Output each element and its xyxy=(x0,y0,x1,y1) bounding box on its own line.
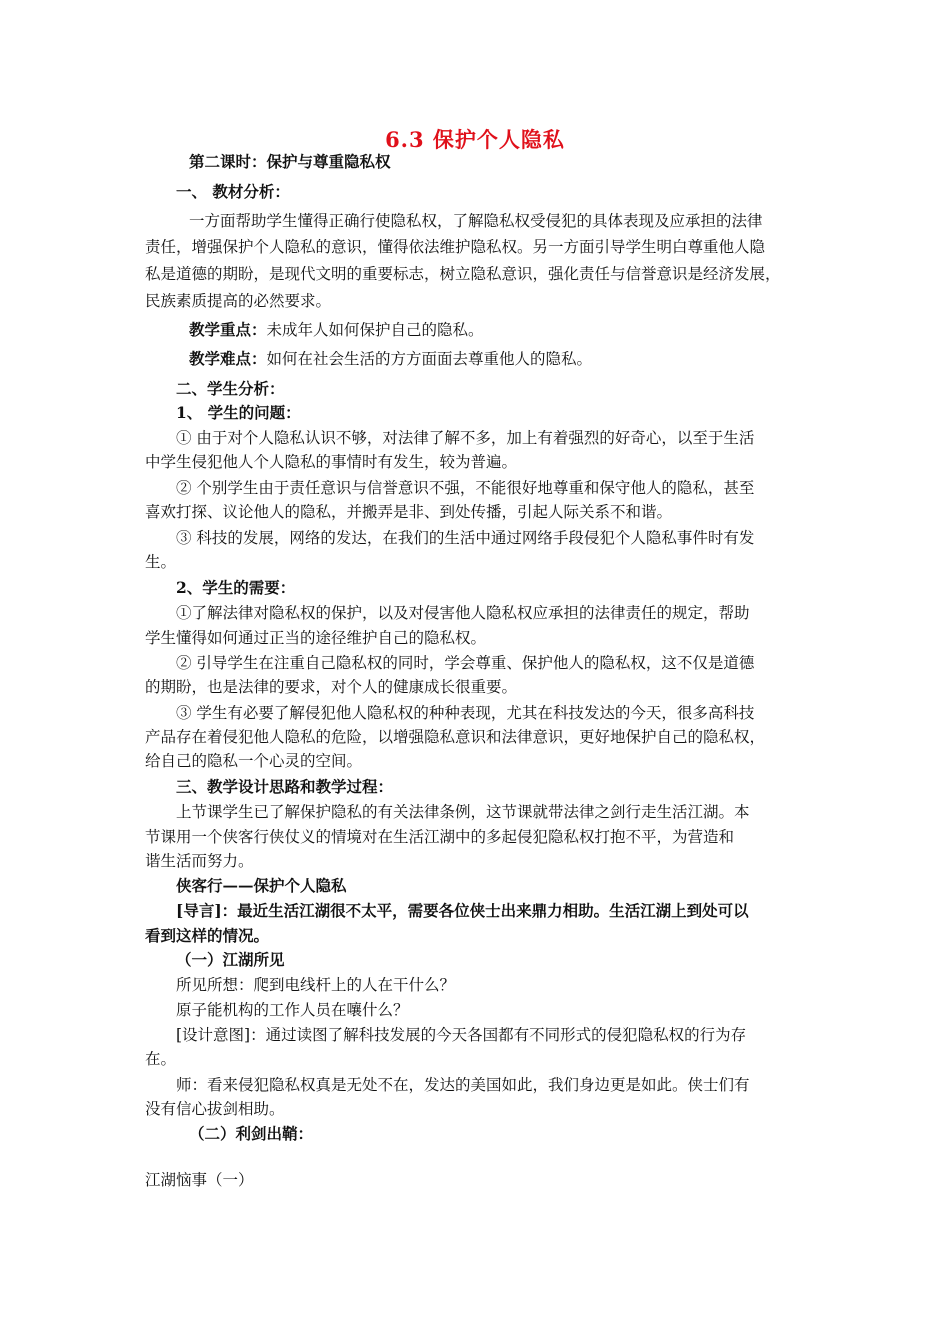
paragraph-line: 师：看来侵犯隐私权真是无处不在，发达的美国如此，我们身边更是如此。侠士们有 xyxy=(176,1076,750,1094)
difficulty-text: 如何在社会生活的方方面面去尊重他人的隐私。 xyxy=(266,350,593,368)
subtitle: 第二课时：保护与尊重隐私权 xyxy=(189,152,391,171)
paragraph-line: 一方面帮助学生懂得正确行使隐私权，了解隐私权受侵犯的具体表现及应承担的法律 xyxy=(189,212,763,230)
paragraph-line: ② 引导学生在注重自己隐私权的同时，学会尊重、保护他人的隐私权，这不仅是道德 xyxy=(176,654,755,672)
paragraph-line: ① 由于对个人隐私认识不够，对法律了解不多，加上有着强烈的好奇心，以至于生活 xyxy=(176,429,755,447)
paragraph-line: 所见所想：爬到电线杆上的人在干什么？ xyxy=(176,976,456,994)
subsection-heading: 1、 学生的问题： xyxy=(176,403,301,422)
paragraph-line: 学生懂得如何通过正当的途径维护自己的隐私权。 xyxy=(145,629,487,647)
subsection-heading: 2、学生的需要： xyxy=(176,578,296,597)
paragraph-line: 民族素质提高的必然要求。 xyxy=(145,292,332,310)
paragraph-line: 生。 xyxy=(145,553,177,571)
paragraph-line: 江湖恼事（一） xyxy=(145,1171,254,1189)
paragraph-line: 给自己的隐私一个心灵的空间。 xyxy=(145,752,363,770)
page-title: 6.3 保护个人隐私 xyxy=(385,127,565,152)
paragraph-line: 节课用一个侠客行侠仗义的情境对在生活江湖中的多起侵犯隐私权打抱不平，为营造和 xyxy=(145,828,735,846)
section-heading: 一、 教材分析： xyxy=(176,182,290,201)
key-point-text: 未成年人如何保护自己的隐私。 xyxy=(266,321,484,339)
paragraph-line: 谐生活而努力。 xyxy=(145,852,254,870)
section-heading: 二、学生分析： xyxy=(176,379,285,398)
paragraph-line: 私是道德的期盼，是现代文明的重要标志，树立隐私意识，强化责任与信誉意识是经济发展， xyxy=(145,265,781,283)
difficulty-label: 教学难点： xyxy=(189,349,267,368)
paragraph-line: 上节课学生已了解保护隐私的有关法律条例，这节课就带法律之剑行走生活江湖。本 xyxy=(176,803,750,821)
paragraph-line: 的期盼，也是法律的要求，对个人的健康成长很重要。 xyxy=(145,678,518,696)
paragraph-line: 原子能机构的工作人员在嚷什么？ xyxy=(176,1001,409,1019)
paragraph-line: ② 个别学生由于责任意识与信誉意识不强，不能很好地尊重和保守他人的隐私，甚至 xyxy=(176,479,755,497)
subsection-heading: （二）利剑出鞘： xyxy=(189,1124,314,1143)
section-heading: 三、教学设计思路和教学过程： xyxy=(176,777,394,796)
paragraph-line: 喜欢打探、议论他人的隐私，并搬弄是非、到处传播，引起人际关系不和谐。 xyxy=(145,503,673,521)
paragraph-line: ①了解法律对隐私权的保护，以及对侵害他人隐私权应承担的法律责任的规定，帮助 xyxy=(176,604,750,622)
difficulty-line xyxy=(189,349,592,369)
subsection-heading: （一）江湖所见 xyxy=(176,950,285,969)
paragraph-line: 中学生侵犯他人个人隐私的事情时有发生，较为普遍。 xyxy=(145,453,518,471)
subsection-heading: 侠客行——保护个人隐私 xyxy=(176,876,347,895)
paragraph-line: ③ 科技的发展，网络的发达，在我们的生活中通过网络手段侵犯个人隐私事件时有发 xyxy=(176,529,755,547)
paragraph-line: 没有信心拔剑相助。 xyxy=(145,1100,285,1118)
paragraph-line: [设计意图]：通过读图了解科技发展的今天各国都有不同形式的侵犯隐私权的行为存 xyxy=(176,1026,747,1044)
intro-line: 看到这样的情况。 xyxy=(145,926,270,945)
key-point-line xyxy=(189,320,484,340)
paragraph-line: 产品存在着侵犯他人隐私的危险，以增强隐私意识和法律意识，更好地保护自己的隐私权， xyxy=(145,728,766,746)
paragraph-line: 在。 xyxy=(145,1050,177,1068)
key-point-label: 教学重点： xyxy=(189,320,267,339)
intro-line: [导言]：最近生活江湖很不太平，需要各位侠士出来鼎力相助。生活江湖上到处可以 xyxy=(176,901,749,920)
paragraph-line: ③ 学生有必要了解侵犯他人隐私权的种种表现，尤其在科技发达的今天，很多高科技 xyxy=(176,704,755,722)
paragraph-line: 责任，增强保护个人隐私的意识，懂得依法维护隐私权。另一方面引导学生明白尊重他人隐 xyxy=(145,238,766,256)
